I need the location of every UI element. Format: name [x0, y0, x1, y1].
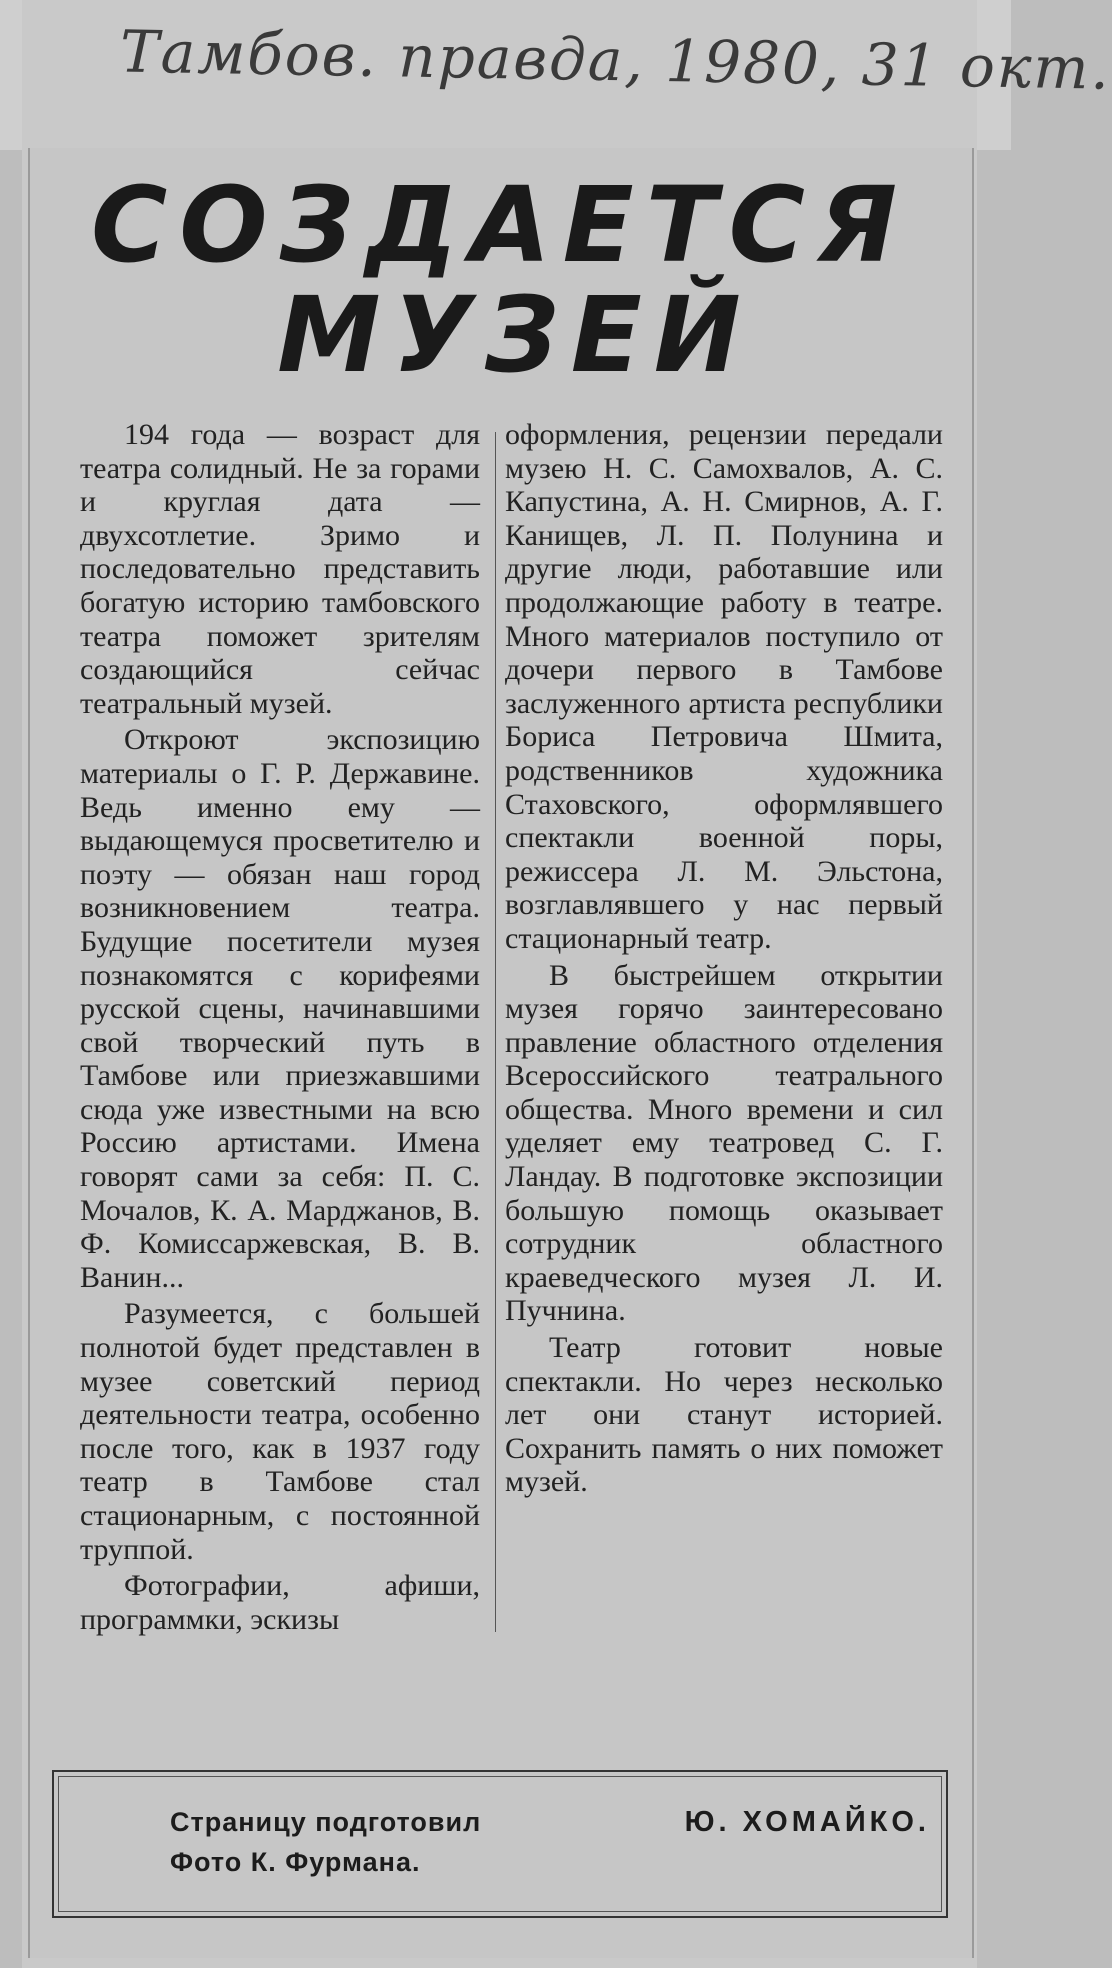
article-paragraph: 194 года — возраст для театра солидный. Не за горами и круглая дата — двухсотлетие. Зримо и последовательно представить богатую историю тамбовского театра поможет зрителям создающийся сейчас театральный музей. — [80, 418, 480, 720]
column-divider — [495, 432, 496, 1632]
headline-line-2: МУЗЕЙ — [277, 274, 753, 396]
article-paragraph: Фотографии, афиши, программки, эскизы — [80, 1569, 480, 1636]
credits-box — [52, 1770, 948, 1918]
credits-author: Ю. ХОМАЙКО. — [684, 1806, 930, 1838]
article-paragraph: Разумеется, с большей полнотой будет представлен в музее советский период деятельности театра, особенно после того, как в 1937 году театр в Тамбове стал стационарным, с постоянной труппой. — [80, 1297, 480, 1566]
article-column-left — [80, 418, 480, 1639]
handwritten-source-note: Тамбов. правда, 1980, 31 окт. — [119, 17, 1112, 103]
article-column-right — [505, 418, 943, 1502]
credits-text — [170, 1802, 930, 1882]
credits-line-prepared — [170, 1802, 930, 1842]
credits-photo: Фото К. Фурмана. — [170, 1847, 421, 1877]
article-paragraph: Откроют экспозицию материалы о Г. Р. Державине. Ведь именно ему — выдающемуся просветителю и поэту — обязан наш город возникновением театра. Будущие посетители музея познакомятся с корифеями русской сцены, начинавшими свой творческий путь в Тамбове или приезжавшими сюда уже известными на всю Россию артистами. Имена говорят сами за себя: П. С. Мочалов, К. А. Марджанов, В. Ф. Комиссаржевская, В. В. Ванин... — [80, 723, 480, 1294]
article-paragraph: Театр готовит новые спектакли. Но через несколько лет они станут историей. Сохранить память о них поможет музей. — [505, 1331, 943, 1499]
article-paragraph: оформления, рецензии передали музею Н. С. Самохвалов, А. С. Капустина, А. Н. Смирнов, А. Г. Канищев, Л. П. Полунина и другие люди, работавшие или продолжающие работу в театре. Много материалов поступило от дочери первого в Тамбове заслуженного артиста республики Бориса Петровича Шмита, родственников художника Стаховского, оформлявшего спектакли военной поры, режиссера Л. М. Эльстона, возглавлявшего у нас первый стационарный театр. — [505, 418, 943, 955]
article-paragraph: В быстрейшем открытии музея горячо заинтересовано правление областного отделения Всероссийского театрального общества. Много времени и сил уделяет ему театровед С. Г. Ландау. В подготовке экспозиции большую помощь оказывает сотрудник областного краеведческого музея Л. И. Пучнина. — [505, 958, 943, 1328]
article-headline — [60, 164, 940, 396]
credits-prepared-label: Страницу подготовил — [170, 1807, 482, 1837]
headline-line-1: СОЗДАЕТСЯ — [90, 164, 910, 286]
